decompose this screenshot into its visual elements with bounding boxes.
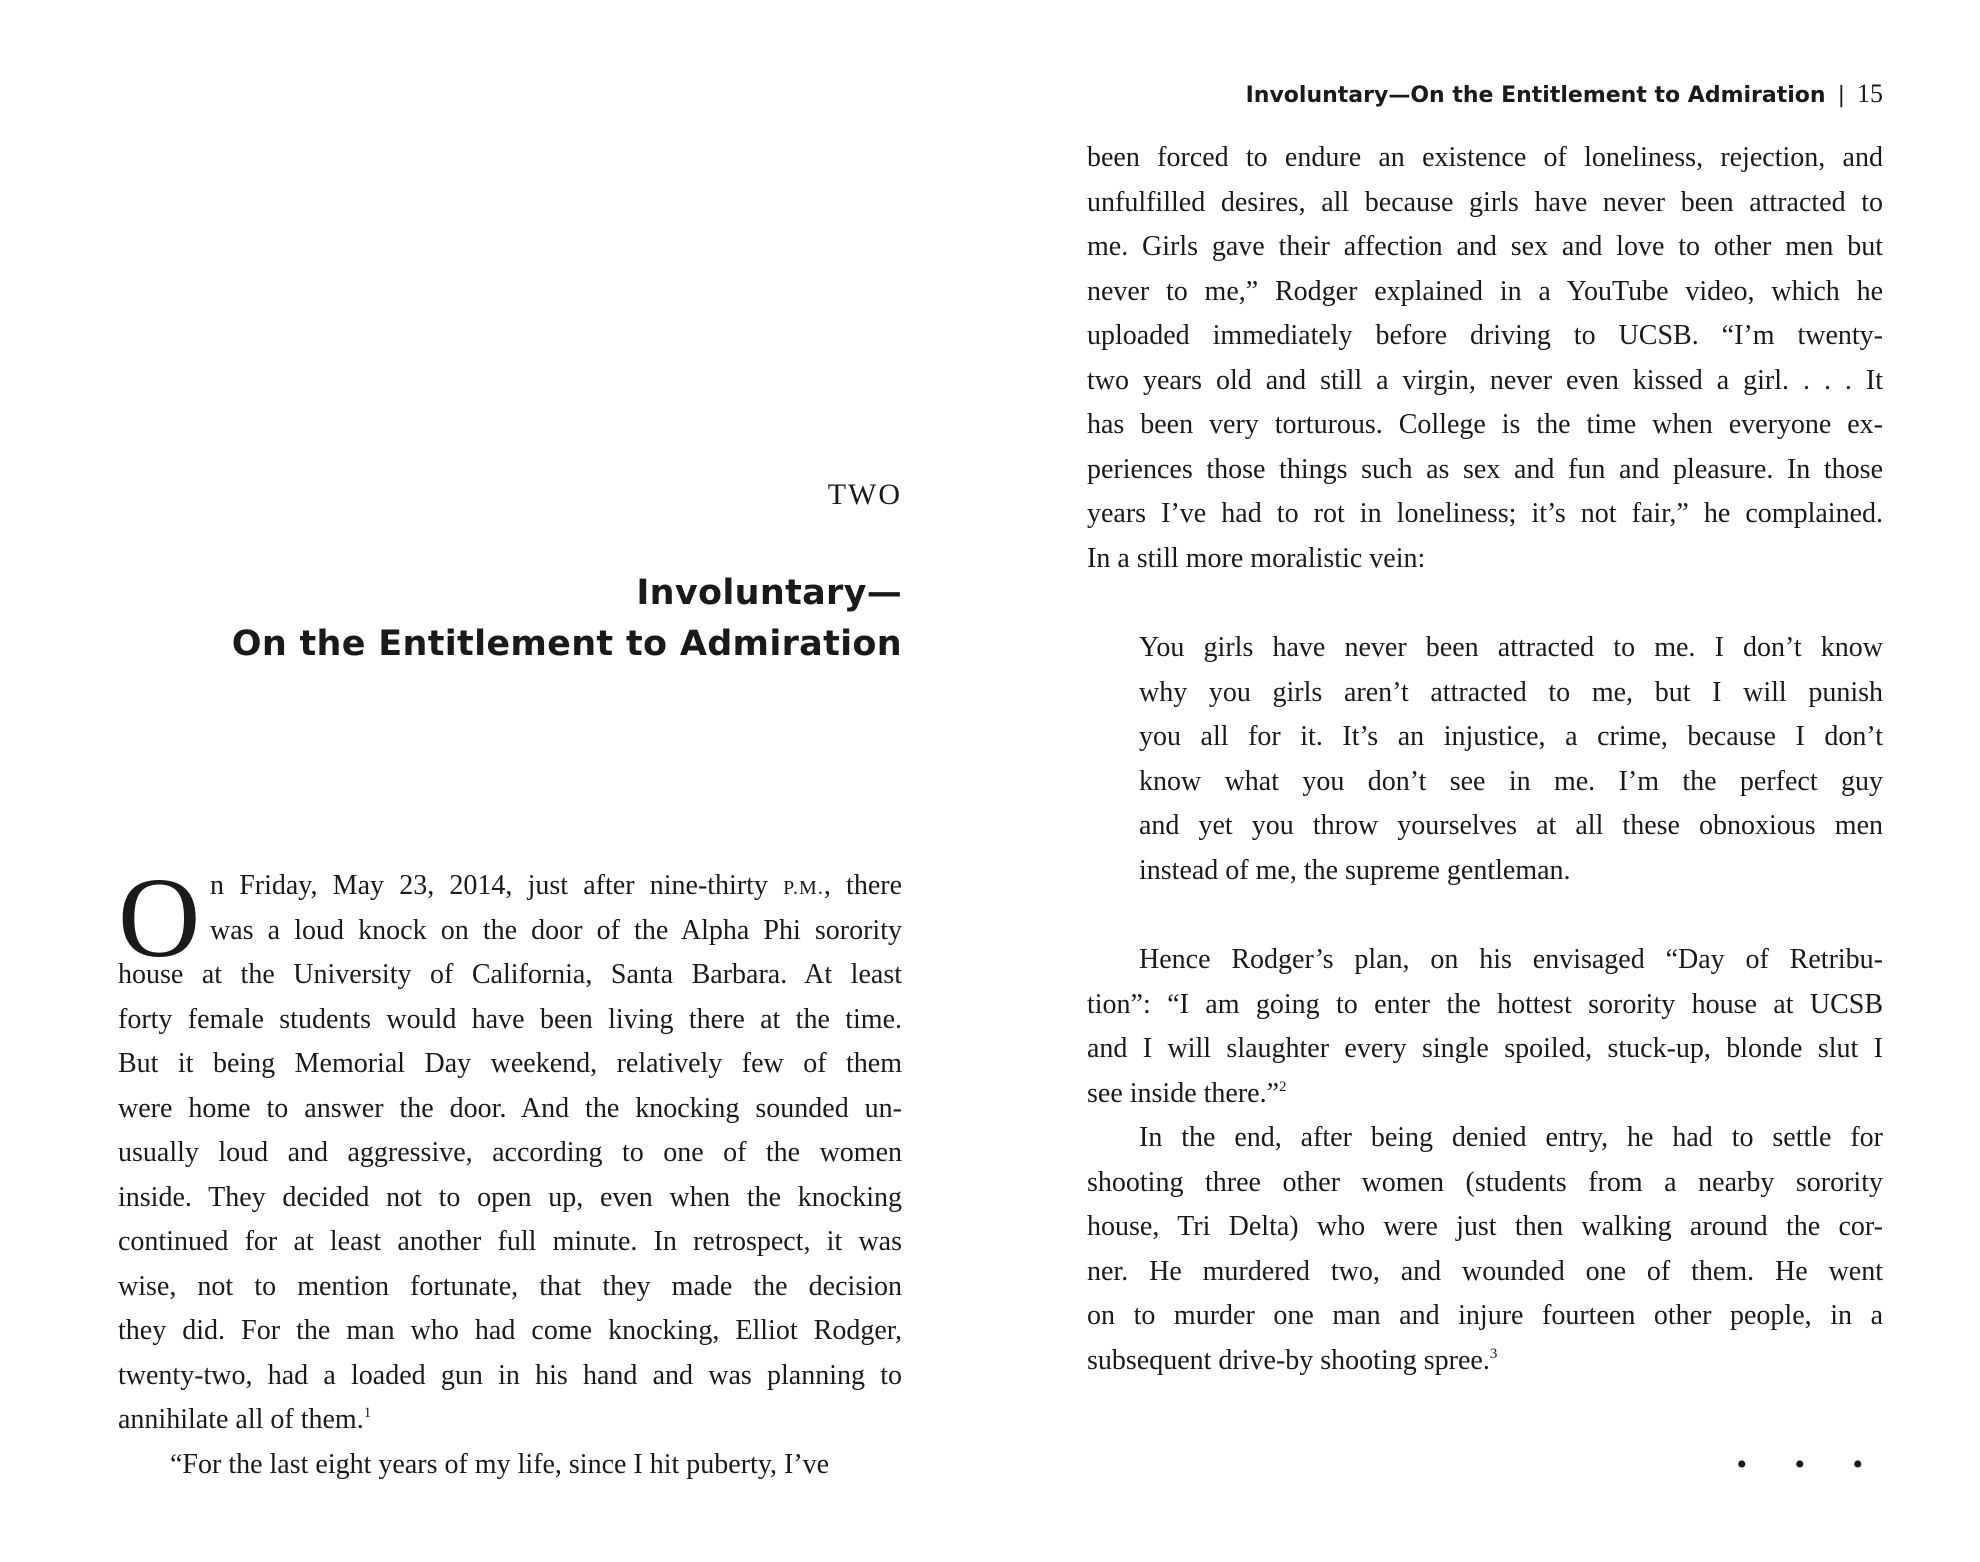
text-line: subsequent drive-by shooting spree.$^3$ bbox=[1087, 1344, 1498, 1376]
quote-line: instead of me, the supreme gentleman. bbox=[1139, 854, 1571, 886]
text-line: usually loud and aggressive, according to one of the women bbox=[118, 1137, 902, 1168]
running-head-title: Involuntary—On the Entitlement to Admiration bbox=[1245, 83, 1826, 108]
text-line: and I will slaughter every single spoiled, stuck-up, blonde slut I bbox=[1087, 1033, 1883, 1064]
text-line: two years old and still a virgin, never even kissed a girl. . . . It bbox=[1087, 364, 1883, 396]
block-quote-spacer bbox=[1087, 581, 1883, 626]
text-line: see inside there.”$^2$ bbox=[1087, 1077, 1287, 1109]
chapter-number: TWO bbox=[827, 478, 902, 511]
text-line: never to me,” Rodger explained in a YouTube video, which he bbox=[1087, 275, 1883, 307]
text-line: inside. They decided not to open up, even when the knocking bbox=[118, 1181, 902, 1213]
text-line: In the end, after being denied entry, he had to settle for bbox=[1139, 1122, 1883, 1153]
text-line: Hence Rodger’s plan, on his envisaged “Day of Retribu- bbox=[1139, 944, 1883, 975]
text-line: was a loud knock on the door of the Alpha Phi sorority bbox=[210, 914, 902, 946]
text-line: years I’ve had to rot in loneliness; it’s not fair,” he complained. bbox=[1087, 498, 1883, 529]
chapter-body-text bbox=[118, 854, 903, 1487]
text-line: were home to answer the door. And the knocking sounded un- bbox=[118, 1092, 902, 1124]
text-line: twenty-two, had a loaded gun in his hand and was planning to bbox=[118, 1359, 902, 1391]
drop-cap: O bbox=[118, 854, 201, 981]
right-body-text bbox=[1087, 136, 1883, 1383]
footnote-ref-2[interactable]: 2 bbox=[1279, 1078, 1287, 1095]
page-number: 15 bbox=[1857, 79, 1883, 108]
running-head-separator: | bbox=[1837, 83, 1845, 108]
block-quote bbox=[1087, 626, 1883, 893]
text-line: on to murder one man and injure fourteen other people, in a bbox=[1087, 1300, 1883, 1331]
text-line: uploaded immediately before driving to UCSB. “I’m twenty- bbox=[1087, 320, 1883, 351]
running-head bbox=[1087, 76, 1883, 112]
text-line: has been very torturous. College is the time when everyone ex- bbox=[1087, 409, 1883, 440]
section-break: • • • bbox=[1736, 1448, 1883, 1481]
quote-line: you all for it. It’s an injustice, a crime, because I don’t bbox=[1139, 721, 1883, 752]
chapter-title-line-2: On the Entitlement to Admiration bbox=[231, 624, 902, 664]
text-line: forty female students would have been living there at the time. bbox=[118, 1003, 902, 1035]
text-line: tion”: “I am going to enter the hottest sorority house at UCSB bbox=[1087, 988, 1883, 1020]
text-line: been forced to endure an existence of loneliness, rejection, and bbox=[1087, 142, 1883, 173]
quote-line: why you girls aren’t attracted to me, but I will punish bbox=[1139, 676, 1883, 708]
text-line: annihilate all of them.$^1$ bbox=[118, 1404, 372, 1435]
quote-line: know what you don’t see in me. I’m the perfect guy bbox=[1139, 765, 1883, 797]
text-line: periences those things such as sex and fun and pleasure. In those bbox=[1087, 453, 1883, 485]
text-line: wise, not to mention fortunate, that they made the decision bbox=[118, 1270, 902, 1302]
footnote-ref-1[interactable]: 1 bbox=[363, 1405, 372, 1421]
quote-line: You girls have never been attracted to me. I don’t know bbox=[1139, 632, 1883, 663]
text-line: house, Tri Delta) who were just then walking around the cor- bbox=[1087, 1211, 1883, 1242]
quote-line: and yet you throw yourselves at all these obnoxious men bbox=[1139, 810, 1883, 841]
text-line: continued for at least another full minute. In retrospect, it was bbox=[118, 1226, 902, 1257]
text-line: In a still more moralistic vein: bbox=[1087, 542, 1426, 574]
text-line: But it being Memorial Day weekend, relatively few of them bbox=[118, 1048, 902, 1079]
chapter-title-line-1: Involuntary— bbox=[636, 573, 902, 613]
text-line: they did. For the man who had come knocking, Elliot Rodger, bbox=[118, 1315, 902, 1346]
small-caps-pm: P.M. bbox=[783, 877, 824, 899]
text-line: house at the University of California, Santa Barbara. At least bbox=[118, 959, 902, 990]
footnote-ref-3[interactable]: 3 bbox=[1489, 1345, 1498, 1362]
text-line: shooting three other women (students from a nearby sorority bbox=[1087, 1166, 1883, 1198]
block-quote-spacer bbox=[1087, 893, 1883, 938]
text-line: ner. He murdered two, and wounded one of them. He went bbox=[1087, 1255, 1883, 1287]
text-line: “For the last eight years of my life, since I hit puberty, I’ve bbox=[170, 1448, 830, 1480]
text-line: me. Girls gave their affection and sex and love to other men but bbox=[1087, 231, 1883, 262]
text-line: n Friday, May 23, 2014, just after nine-thirty P.M., there bbox=[210, 870, 903, 901]
right-page bbox=[990, 0, 1980, 1562]
chapter-title bbox=[118, 568, 902, 670]
text-line: unfulfilled desires, all because girls have never been attracted to bbox=[1087, 186, 1883, 218]
